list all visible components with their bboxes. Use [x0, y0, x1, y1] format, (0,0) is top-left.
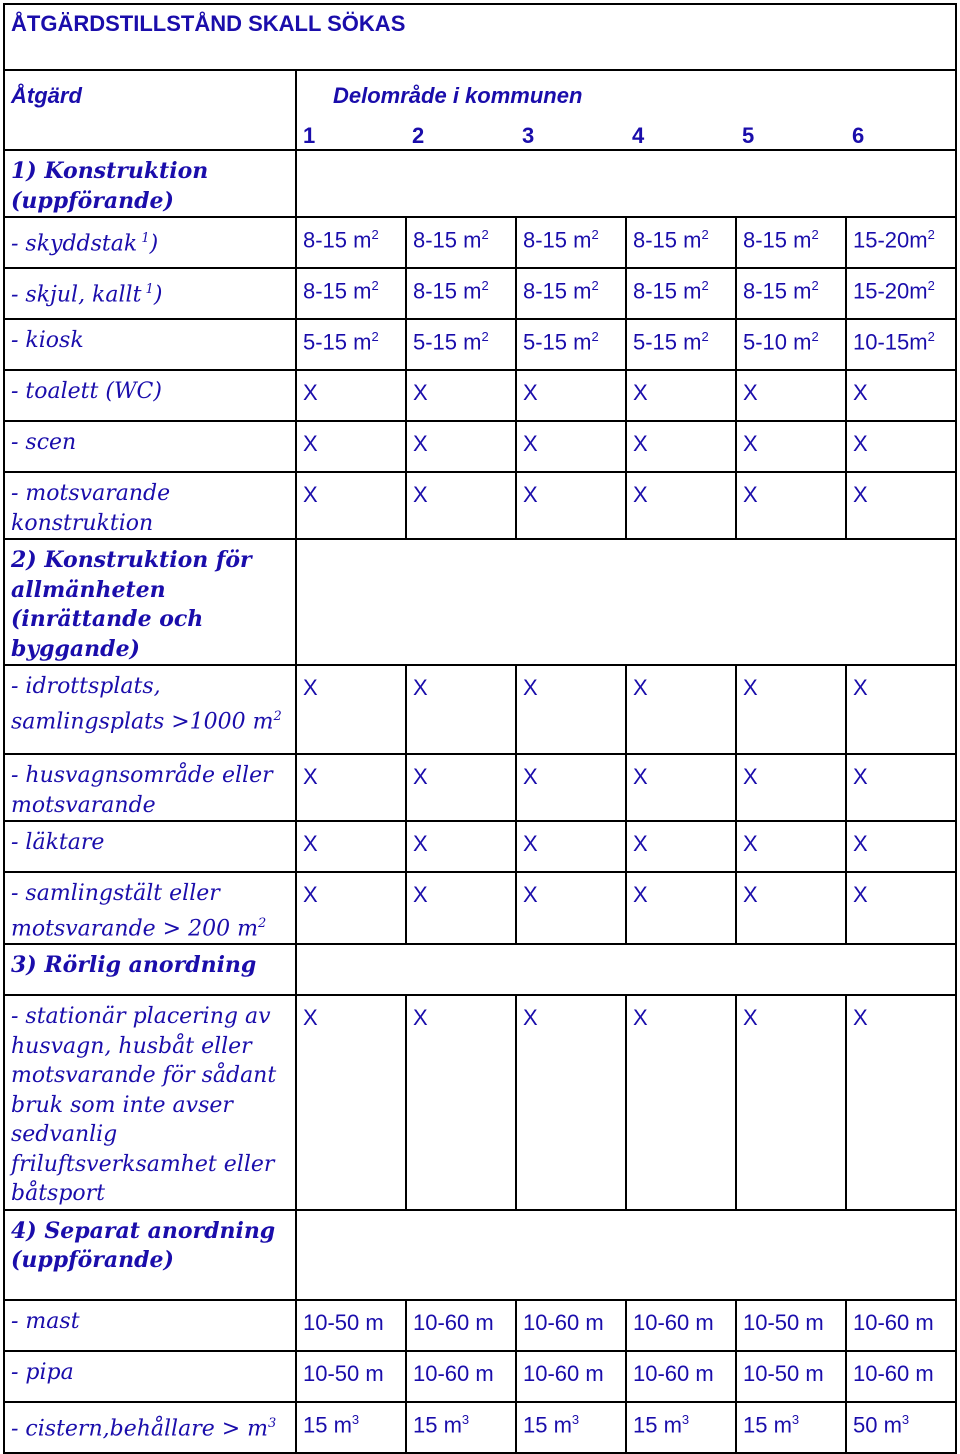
cell-area-2	[406, 472, 516, 539]
cell-area-6	[846, 217, 956, 268]
unit-exponent: 3	[571, 1411, 580, 1427]
cell-area-3	[516, 995, 626, 1210]
cell-area-4	[626, 217, 736, 268]
cell-value: X	[633, 882, 648, 907]
cell-area-1	[296, 1300, 406, 1351]
cell-value: X	[633, 1005, 648, 1031]
row-label-text: - pipa	[11, 1359, 74, 1385]
row-label-text: - skyddstak	[11, 231, 138, 257]
table-row	[4, 995, 956, 1210]
cell-area-4	[626, 821, 736, 872]
cell-value: 8-15 m	[523, 278, 592, 304]
cell-value: X	[633, 482, 648, 507]
cell-area-6	[846, 472, 956, 539]
unit-exponent: 2	[701, 278, 709, 293]
cell-area-2	[406, 1300, 516, 1351]
cell-area-6	[846, 995, 956, 1210]
cell-area-2	[406, 268, 516, 319]
cell-area-5	[736, 754, 846, 821]
cell-area-1	[296, 1351, 406, 1402]
cell-value: X	[743, 431, 758, 456]
cell-value: X	[743, 482, 758, 507]
table-row	[4, 370, 956, 421]
row-label-text: - mast	[11, 1308, 80, 1334]
cell-area-4	[626, 665, 736, 754]
table-row	[4, 1351, 956, 1402]
table-row	[4, 421, 956, 472]
cell-value: 10-60 m	[413, 1309, 494, 1335]
cell-value: X	[633, 675, 648, 700]
cell-area-5	[736, 1402, 846, 1453]
cell-value: 8-15 m	[303, 278, 372, 304]
cell-area-6	[846, 754, 956, 821]
cell-value: X	[633, 431, 648, 456]
cell-area-1	[296, 821, 406, 872]
footnote-marker: 1	[137, 231, 150, 246]
cell-area-3	[516, 1351, 626, 1402]
unit-exponent: 3	[901, 1411, 910, 1427]
unit-exponent: 2	[927, 278, 935, 293]
cell-value: 5-15 m	[413, 329, 482, 355]
cell-value: 10-60 m	[633, 1309, 714, 1335]
row-label	[4, 472, 296, 539]
cell-area-2	[406, 319, 516, 370]
cell-value: 15 m	[633, 1412, 682, 1438]
cell-value: X	[523, 831, 538, 856]
row-label-text: - samlingstält eller motsvarande > 200 m	[11, 881, 258, 941]
cell-area-5	[736, 472, 846, 539]
cell-value: 15-20m	[853, 278, 928, 304]
row-label-text: - idrottsplats, samlingsplats >1000 m	[11, 674, 274, 734]
cell-area-3	[516, 754, 626, 821]
cell-area-1	[296, 268, 406, 319]
cell-area-4	[626, 872, 736, 944]
row-label-text: - toalett (WC)	[11, 379, 162, 404]
cell-value: 8-15 m	[413, 278, 482, 304]
unit-exponent: 2	[811, 329, 819, 344]
section-heading-row	[4, 1210, 956, 1300]
unit-exponent: 3	[268, 1415, 277, 1431]
section-heading: 1) Konstruktion (uppförande)	[4, 150, 296, 217]
row-label-text: - kiosk	[11, 328, 84, 353]
row-label	[4, 268, 296, 319]
cell-area-2	[406, 1351, 516, 1402]
cell-value: X	[413, 380, 428, 405]
cell-area-1	[296, 1402, 406, 1453]
unit-exponent: 2	[591, 278, 599, 293]
cell-value: X	[633, 764, 648, 789]
cell-area-6	[846, 1351, 956, 1402]
cell-area-1	[296, 995, 406, 1210]
row-label	[4, 1351, 296, 1402]
cell-value: X	[413, 831, 428, 856]
cell-value: 5-15 m	[303, 329, 372, 355]
table-row	[4, 821, 956, 872]
group-header: Delområde i kommunen	[296, 70, 956, 117]
section-heading-row	[4, 539, 956, 665]
cell-area-3	[516, 319, 626, 370]
cell-value: 10-60 m	[523, 1360, 604, 1386]
cell-value: X	[523, 764, 538, 789]
cell-area-6	[846, 319, 956, 370]
cell-value: 10-60 m	[413, 1360, 494, 1386]
cell-area-6	[846, 370, 956, 421]
row-label	[4, 421, 296, 472]
cell-value: 10-15m	[853, 329, 928, 355]
section-heading-blank	[296, 1210, 956, 1300]
unit-exponent: 2	[371, 278, 379, 293]
cell-value: X	[413, 1005, 428, 1031]
unit-exponent: 2	[811, 227, 819, 242]
cell-value: X	[523, 380, 538, 405]
cell-value: X	[633, 380, 648, 405]
cell-area-4	[626, 472, 736, 539]
cell-area-6	[846, 1300, 956, 1351]
unit-exponent: 2	[811, 278, 819, 293]
cell-value: X	[303, 1005, 318, 1031]
unit-exponent: 2	[481, 227, 489, 242]
table-row	[4, 1402, 956, 1453]
unit-exponent: 2	[927, 227, 935, 242]
cell-area-2	[406, 821, 516, 872]
cell-value: 8-15 m	[413, 227, 482, 253]
cell-area-5	[736, 1351, 846, 1402]
cell-area-5	[736, 665, 846, 754]
cell-area-2	[406, 754, 516, 821]
cell-value: X	[303, 882, 318, 907]
table-row	[4, 268, 956, 319]
cell-area-5	[736, 872, 846, 944]
row-label-text: - cistern,behållare > m	[11, 1416, 269, 1442]
row-label-tail: )	[149, 231, 159, 257]
cell-area-2	[406, 217, 516, 268]
cell-value: X	[303, 764, 318, 789]
cell-value: X	[303, 831, 318, 856]
cell-value: 15 m	[303, 1412, 352, 1438]
cell-area-3	[516, 1300, 626, 1351]
row-label	[4, 995, 296, 1210]
table-row	[4, 665, 956, 754]
cell-value: X	[523, 431, 538, 456]
unit-exponent: 2	[481, 278, 489, 293]
cell-area-5	[736, 370, 846, 421]
row-label	[4, 1402, 296, 1453]
cell-value: X	[853, 482, 868, 507]
cell-value: 10-60 m	[523, 1309, 604, 1335]
cell-area-6	[846, 665, 956, 754]
cell-value: X	[523, 882, 538, 907]
cell-value: 8-15 m	[523, 227, 592, 253]
cell-area-3	[516, 872, 626, 944]
cell-area-3	[516, 268, 626, 319]
cell-value: 15 m	[413, 1412, 462, 1438]
table-row	[4, 319, 956, 370]
unit-exponent: 3	[681, 1411, 690, 1427]
table-row	[4, 872, 956, 944]
cell-area-4	[626, 1402, 736, 1453]
section-heading-blank	[296, 150, 956, 217]
cell-area-6	[846, 421, 956, 472]
cell-area-1	[296, 665, 406, 754]
row-label-text: - läktare	[11, 830, 105, 855]
cell-value: X	[523, 482, 538, 507]
table-title: ÅTGÄRDSTILLSTÅND SKALL SÖKAS	[4, 4, 956, 70]
cell-area-5	[736, 319, 846, 370]
row-label	[4, 754, 296, 821]
cell-value: 8-15 m	[633, 278, 702, 304]
table-row	[4, 217, 956, 268]
column-header-5: 5	[736, 117, 846, 150]
column-header-6: 6	[846, 117, 956, 150]
row-label	[4, 1300, 296, 1351]
cell-value: X	[743, 882, 758, 907]
cell-value: X	[413, 882, 428, 907]
row-label	[4, 319, 296, 370]
cell-value: 10-50 m	[743, 1309, 824, 1335]
unit-exponent: 2	[481, 329, 489, 344]
cell-value: X	[853, 380, 868, 405]
cell-area-3	[516, 1402, 626, 1453]
cell-area-1	[296, 872, 406, 944]
row-label-tail: )	[153, 282, 163, 308]
cell-value: X	[743, 675, 758, 700]
permit-table	[3, 3, 957, 1454]
cell-area-6	[846, 1402, 956, 1453]
cell-area-3	[516, 821, 626, 872]
cell-area-2	[406, 1402, 516, 1453]
cell-area-5	[736, 1300, 846, 1351]
cell-value: 10-60 m	[853, 1309, 934, 1335]
section-heading: 3) Rörlig anordning	[4, 944, 296, 995]
cell-value: 8-15 m	[303, 227, 372, 253]
cell-area-6	[846, 268, 956, 319]
cell-area-4	[626, 268, 736, 319]
row-label-text: - motsvarande konstruktion	[11, 481, 171, 536]
table-row	[4, 472, 956, 539]
cell-area-2	[406, 995, 516, 1210]
table-row	[4, 754, 956, 821]
action-header: Åtgärd	[4, 70, 296, 150]
cell-value: X	[853, 431, 868, 456]
column-header-1: 1	[296, 117, 406, 150]
section-heading: 4) Separat anordning (uppförande)	[4, 1210, 296, 1300]
cell-area-3	[516, 421, 626, 472]
unit-exponent: 2	[273, 708, 282, 724]
unit-exponent: 2	[591, 329, 599, 344]
cell-value: X	[303, 380, 318, 405]
section-heading-row	[4, 150, 956, 217]
unit-exponent: 2	[257, 915, 267, 931]
row-label-text: - husvagnsområde eller motsvarande	[11, 763, 273, 818]
unit-exponent: 3	[791, 1411, 800, 1427]
cell-value: X	[303, 431, 318, 456]
cell-area-1	[296, 754, 406, 821]
row-label	[4, 665, 296, 754]
cell-area-1	[296, 421, 406, 472]
cell-value: 8-15 m	[633, 227, 702, 253]
cell-area-5	[736, 821, 846, 872]
cell-value: X	[413, 675, 428, 700]
cell-area-4	[626, 421, 736, 472]
cell-value: 10-50 m	[303, 1360, 384, 1386]
cell-area-1	[296, 319, 406, 370]
section-heading-blank	[296, 944, 956, 995]
cell-value: 8-15 m	[743, 227, 812, 253]
cell-value: X	[853, 764, 868, 789]
cell-value: 15-20m	[853, 227, 928, 253]
section-heading-blank	[296, 539, 956, 665]
footnote-marker: 1	[141, 282, 154, 297]
cell-value: X	[853, 831, 868, 856]
cell-value: 50 m	[853, 1412, 902, 1438]
cell-value: 15 m	[523, 1412, 572, 1438]
cell-value: X	[743, 831, 758, 856]
row-label	[4, 370, 296, 421]
cell-value: 10-50 m	[743, 1360, 824, 1386]
cell-area-3	[516, 472, 626, 539]
table-row	[4, 1300, 956, 1351]
cell-value: 10-60 m	[633, 1360, 714, 1386]
row-label	[4, 217, 296, 268]
cell-value: 15 m	[743, 1412, 792, 1438]
unit-exponent: 2	[371, 227, 379, 242]
cell-area-2	[406, 421, 516, 472]
column-header-3: 3	[516, 117, 626, 150]
cell-value: X	[413, 431, 428, 456]
cell-value: 5-10 m	[743, 329, 812, 355]
permit-table-page	[3, 3, 957, 1454]
cell-value: 8-15 m	[743, 278, 812, 304]
cell-value: X	[853, 882, 868, 907]
unit-exponent: 2	[701, 329, 709, 344]
row-label-text: - skjul, kallt	[11, 282, 142, 308]
cell-value: X	[413, 764, 428, 789]
cell-area-3	[516, 217, 626, 268]
cell-area-5	[736, 421, 846, 472]
cell-area-6	[846, 872, 956, 944]
cell-value: X	[303, 675, 318, 700]
row-label-text: - stationär placering av husvagn, husbåt eller motsvarande för sådant bruk som inte avser sedvanlig friluftsverksamhet eller båtsport	[11, 1004, 277, 1207]
unit-exponent: 2	[371, 329, 379, 344]
table-body	[4, 150, 956, 1453]
cell-area-4	[626, 754, 736, 821]
cell-area-5	[736, 217, 846, 268]
cell-value: X	[413, 482, 428, 507]
cell-value: 5-15 m	[523, 329, 592, 355]
unit-exponent: 2	[591, 227, 599, 242]
section-heading: 2) Konstruktion för allmänheten (inrättande och byggande)	[4, 539, 296, 665]
cell-area-6	[846, 821, 956, 872]
cell-value: X	[853, 675, 868, 700]
cell-value: X	[303, 482, 318, 507]
cell-value: X	[743, 1005, 758, 1031]
cell-area-2	[406, 370, 516, 421]
cell-area-4	[626, 1300, 736, 1351]
cell-value: X	[523, 1005, 538, 1031]
cell-value: 5-15 m	[633, 329, 702, 355]
title-row	[4, 4, 956, 70]
cell-area-4	[626, 1351, 736, 1402]
cell-area-1	[296, 472, 406, 539]
column-header-2: 2	[406, 117, 516, 150]
cell-value: X	[523, 675, 538, 700]
section-heading-row	[4, 944, 956, 995]
unit-exponent: 2	[701, 227, 709, 242]
row-label	[4, 821, 296, 872]
column-header-4: 4	[626, 117, 736, 150]
cell-value: X	[743, 764, 758, 789]
cell-area-4	[626, 370, 736, 421]
cell-value: 10-60 m	[853, 1360, 934, 1386]
cell-area-3	[516, 370, 626, 421]
cell-area-2	[406, 665, 516, 754]
cell-area-1	[296, 370, 406, 421]
cell-area-5	[736, 268, 846, 319]
cell-area-1	[296, 217, 406, 268]
cell-area-4	[626, 995, 736, 1210]
unit-exponent: 2	[927, 329, 935, 344]
unit-exponent: 3	[351, 1411, 360, 1427]
cell-value: X	[633, 831, 648, 856]
cell-value: X	[743, 380, 758, 405]
header-row	[4, 70, 956, 117]
row-label-text: - scen	[11, 430, 77, 455]
row-label	[4, 872, 296, 944]
cell-value: X	[853, 1005, 868, 1031]
cell-area-4	[626, 319, 736, 370]
cell-area-3	[516, 665, 626, 754]
cell-area-5	[736, 995, 846, 1210]
cell-area-2	[406, 872, 516, 944]
cell-value: 10-50 m	[303, 1309, 384, 1335]
unit-exponent: 3	[461, 1411, 470, 1427]
